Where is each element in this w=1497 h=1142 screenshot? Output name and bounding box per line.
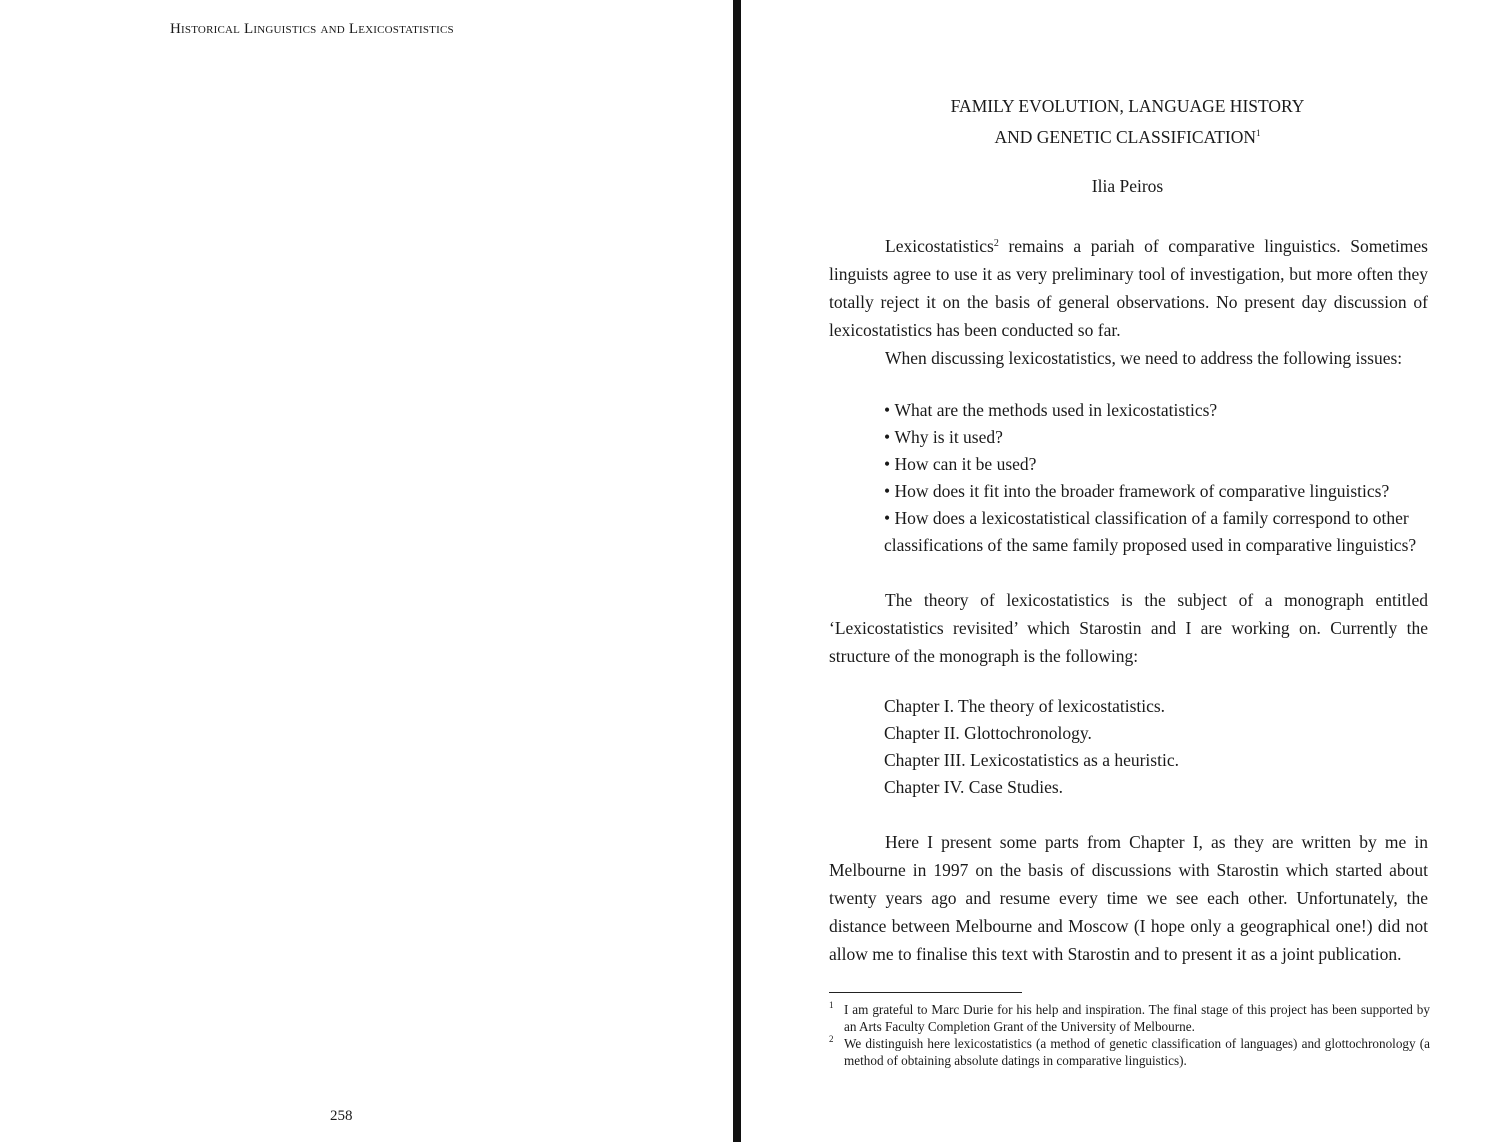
footnote-mark: 1 <box>829 1000 834 1010</box>
list-item: • How does a lexicostatistical classification of a family correspond to other classifications of the same family proposed used in comparative linguistics? <box>884 505 1444 559</box>
issues-intro: When discussing lexicostatistics, we need to address the following issues: <box>885 348 1403 368</box>
intro-block <box>829 230 1428 372</box>
title-line-1: FAMILY EVOLUTION, LANGUAGE HISTORY <box>950 96 1305 116</box>
page-number: 258 <box>330 1108 353 1124</box>
list-item: Chapter I. The theory of lexicostatistics. <box>884 696 1166 716</box>
intro-lead: Lexicostatistics <box>885 236 994 256</box>
footnotes <box>829 1001 1430 1069</box>
monograph-paragraph: The theory of lexicostatistics is the subject of a monograph entitled ‘Lexicostatistics revisited’ which Starostin and I are working on. Currently the structure of the monograph is the following: <box>829 590 1428 666</box>
footnote-divider <box>829 992 1022 993</box>
closing-paragraph: Here I present some parts from Chapter I, as they are written by me in Melbourne in 1997 on the basis of discussions with Starostin which started about twenty years ago and resume every time we see each other. Unfortunately, the distance between Melbourne and Moscow (I hope only a geographical one!) did not allow me to finalise this text with Starostin and to present it as a joint publication. <box>829 832 1428 964</box>
author-name: Ilia Peiros <box>1091 176 1164 196</box>
list-item: • What are the methods used in lexicostatistics? <box>884 397 1444 424</box>
running-head: Historical Linguistics and Lexicostatistics <box>170 21 454 37</box>
footnote-1 <box>829 1001 1430 1035</box>
chapter-list <box>884 693 1179 801</box>
book-gutter <box>733 0 741 1142</box>
list-item: Chapter II. Glottochronology. <box>884 723 1092 743</box>
chapter-title <box>802 93 1453 151</box>
footnote-mark: 2 <box>829 1034 834 1044</box>
footnote-text: I am grateful to Marc Durie for his help and inspiration. The final stage of this project has been supported by an Arts Faculty Completion Grant of the University of Melbourne. <box>844 1002 1430 1034</box>
intro-rest: remains a pariah of comparative linguistics. Sometimes linguists agree to use it as very preliminary tool of investigation, but more often they totally reject it on the basis of general observations. No present day discussion of lexicostatistics has been conducted so far. <box>829 236 1428 340</box>
title-line-2 <box>802 120 1453 151</box>
footnote-2 <box>829 1035 1430 1069</box>
list-item: • How can it be used? <box>884 451 1444 478</box>
footnote-ref-2: 2 <box>993 238 999 249</box>
title-footnote-mark: 1 <box>1256 128 1261 138</box>
list-item: Chapter IV. Case Studies. <box>884 777 1064 797</box>
intro-paragraph <box>829 230 1428 344</box>
issues-list <box>884 397 1444 559</box>
list-item: • Why is it used? <box>884 424 1444 451</box>
list-item: • How does it fit into the broader framework of comparative linguistics? <box>884 478 1444 505</box>
left-page <box>0 0 732 1142</box>
footnote-text: We distinguish here lexicostatistics (a method of genetic classification of languages) and glottochronology (a method of obtaining absolute datings in comparative linguistics). <box>844 1036 1430 1068</box>
right-page <box>742 0 1497 1142</box>
list-item: Chapter III. Lexicostatistics as a heuristic. <box>884 750 1179 770</box>
title-line-2-text: AND GENETIC CLASSIFICATION <box>994 127 1257 147</box>
